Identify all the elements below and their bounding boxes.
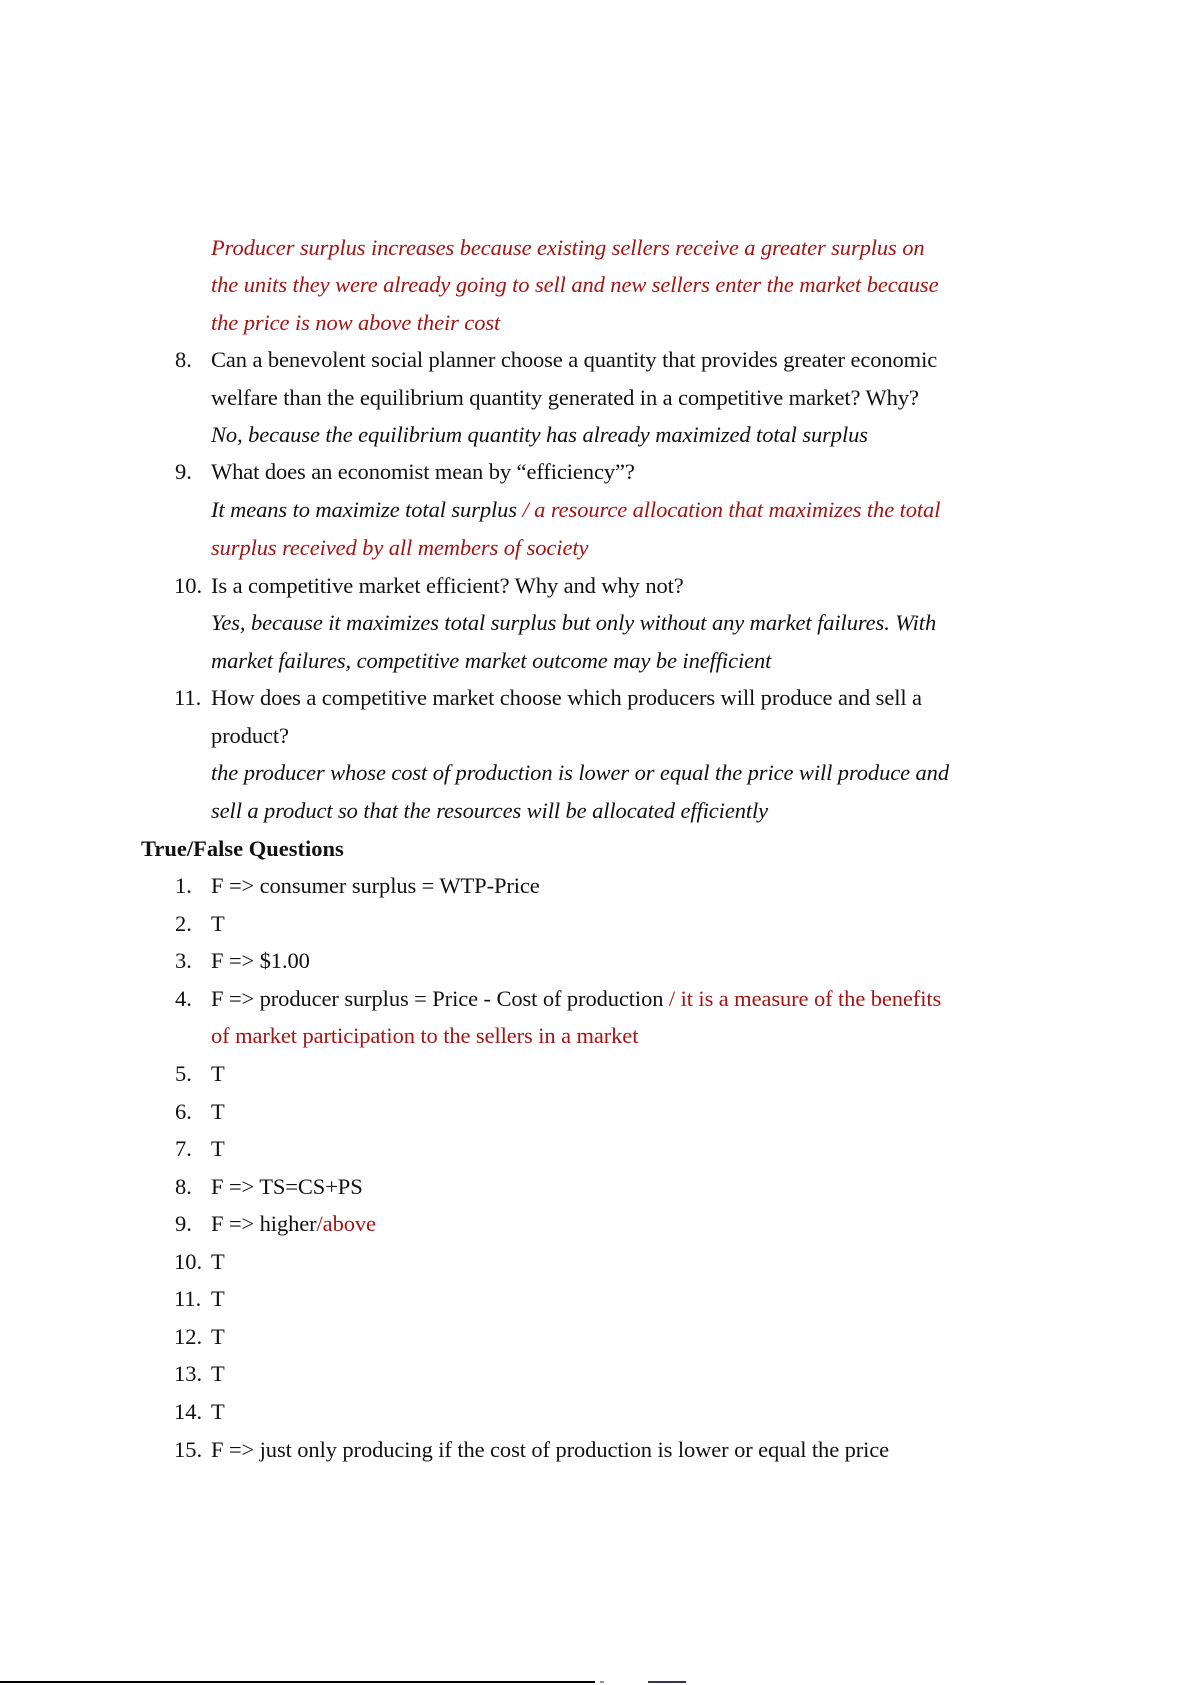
tf-item-2-text: T [211,911,225,936]
question-8-answer: No, because the equilibrium quantity has already maximized total surplus [211,422,868,447]
intro-answer-line-2: the units they were already going to sell and new sellers enter the market because [211,272,939,297]
page-bottom-artifact [648,1681,686,1683]
intro-answer-line-1: Producer surplus increases because existing sellers receive a greater surplus on [211,235,925,260]
tf-item-15-number: 15. [174,1437,203,1462]
tf-item-5-number: 5. [175,1061,192,1086]
tf-item-7-text: T [211,1136,225,1161]
tf-item-12-number: 12. [174,1324,203,1349]
question-11-line-1: How does a competitive market choose which producers will produce and sell a [211,685,922,710]
intro-answer-line-3: the price is now above their cost [211,310,501,335]
tf-item-3-text: F => $1.00 [211,948,310,973]
question-9-number: 9. [175,459,192,484]
tf-item-13-number: 13. [174,1361,203,1386]
true-false-heading: True/False Questions [141,836,344,861]
tf-item-4-line-2: of market participation to the sellers in a market [211,1023,639,1048]
tf-item-14-text: T [211,1399,225,1424]
tf-item-11-number: 11. [174,1286,202,1311]
tf-item-4-text: F => producer surplus = Price - Cost of production [211,986,669,1011]
question-11-answer-line-2: sell a product so that the resources will be allocated efficiently [211,798,769,823]
page-bottom-artifact [600,1681,604,1683]
tf-item-6-text: T [211,1099,225,1124]
tf-item-7-number: 7. [175,1136,192,1161]
tf-item-1-number: 1. [175,873,192,898]
question-8-number: 8. [175,347,192,372]
question-10-line-1: Is a competitive market efficient? Why and why not? [211,573,684,598]
tf-item-10-text: T [211,1249,225,1274]
question-11-answer-line-1: the producer whose cost of production is lower or equal the price will produce and [211,760,949,785]
tf-item-9-text: F => higher [211,1211,317,1236]
question-10-answer-line-1: Yes, because it maximizes total surplus but only without any market failures. With [211,610,937,635]
tf-item-14-number: 14. [174,1399,203,1424]
tf-item-9-annotation: /above [316,1211,376,1236]
tf-item-12-text: T [211,1324,225,1349]
tf-item-1-text: F => consumer surplus = WTP-Price [211,873,540,898]
tf-item-5-text: T [211,1061,225,1086]
question-10-answer-line-2: market failures, competitive market outcome may be inefficient [211,648,772,673]
tf-item-9-line [211,1209,376,1239]
tf-item-6-number: 6. [175,1099,192,1124]
tf-item-8-number: 8. [175,1174,192,1199]
question-9-answer-red: / a resource allocation that maximizes the total [522,497,941,522]
question-8-line-1: Can a benevolent social planner choose a quantity that provides greater economic [211,347,938,372]
tf-item-15-text: F => just only producing if the cost of production is lower or equal the price [211,1437,890,1462]
tf-item-11-text: T [211,1286,225,1311]
question-9-answer-black: It means to maximize total surplus [211,497,523,522]
tf-item-3-number: 3. [175,948,192,973]
question-10-number: 10. [174,573,203,598]
tf-item-4-line-1 [211,984,941,1014]
question-8-line-2: welfare than the equilibrium quantity generated in a competitive market? Why? [211,385,919,410]
tf-item-13-text: T [211,1361,225,1386]
page-bottom-rule [0,1681,595,1683]
question-9-answer-line-1 [211,495,940,525]
question-11-line-2: product? [211,723,289,748]
question-9-line-1: What does an economist mean by “efficiency”? [211,459,635,484]
tf-item-4-number: 4. [175,986,192,1011]
tf-item-10-number: 10. [174,1249,203,1274]
tf-item-9-number: 9. [175,1211,192,1236]
question-9-answer-line-2: surplus received by all members of society [211,535,589,560]
question-11-number: 11. [174,685,202,710]
tf-item-2-number: 2. [175,911,192,936]
tf-item-4-annotation: / it is a measure of the benefits [668,986,942,1011]
tf-item-8-text: F => TS=CS+PS [211,1174,363,1199]
